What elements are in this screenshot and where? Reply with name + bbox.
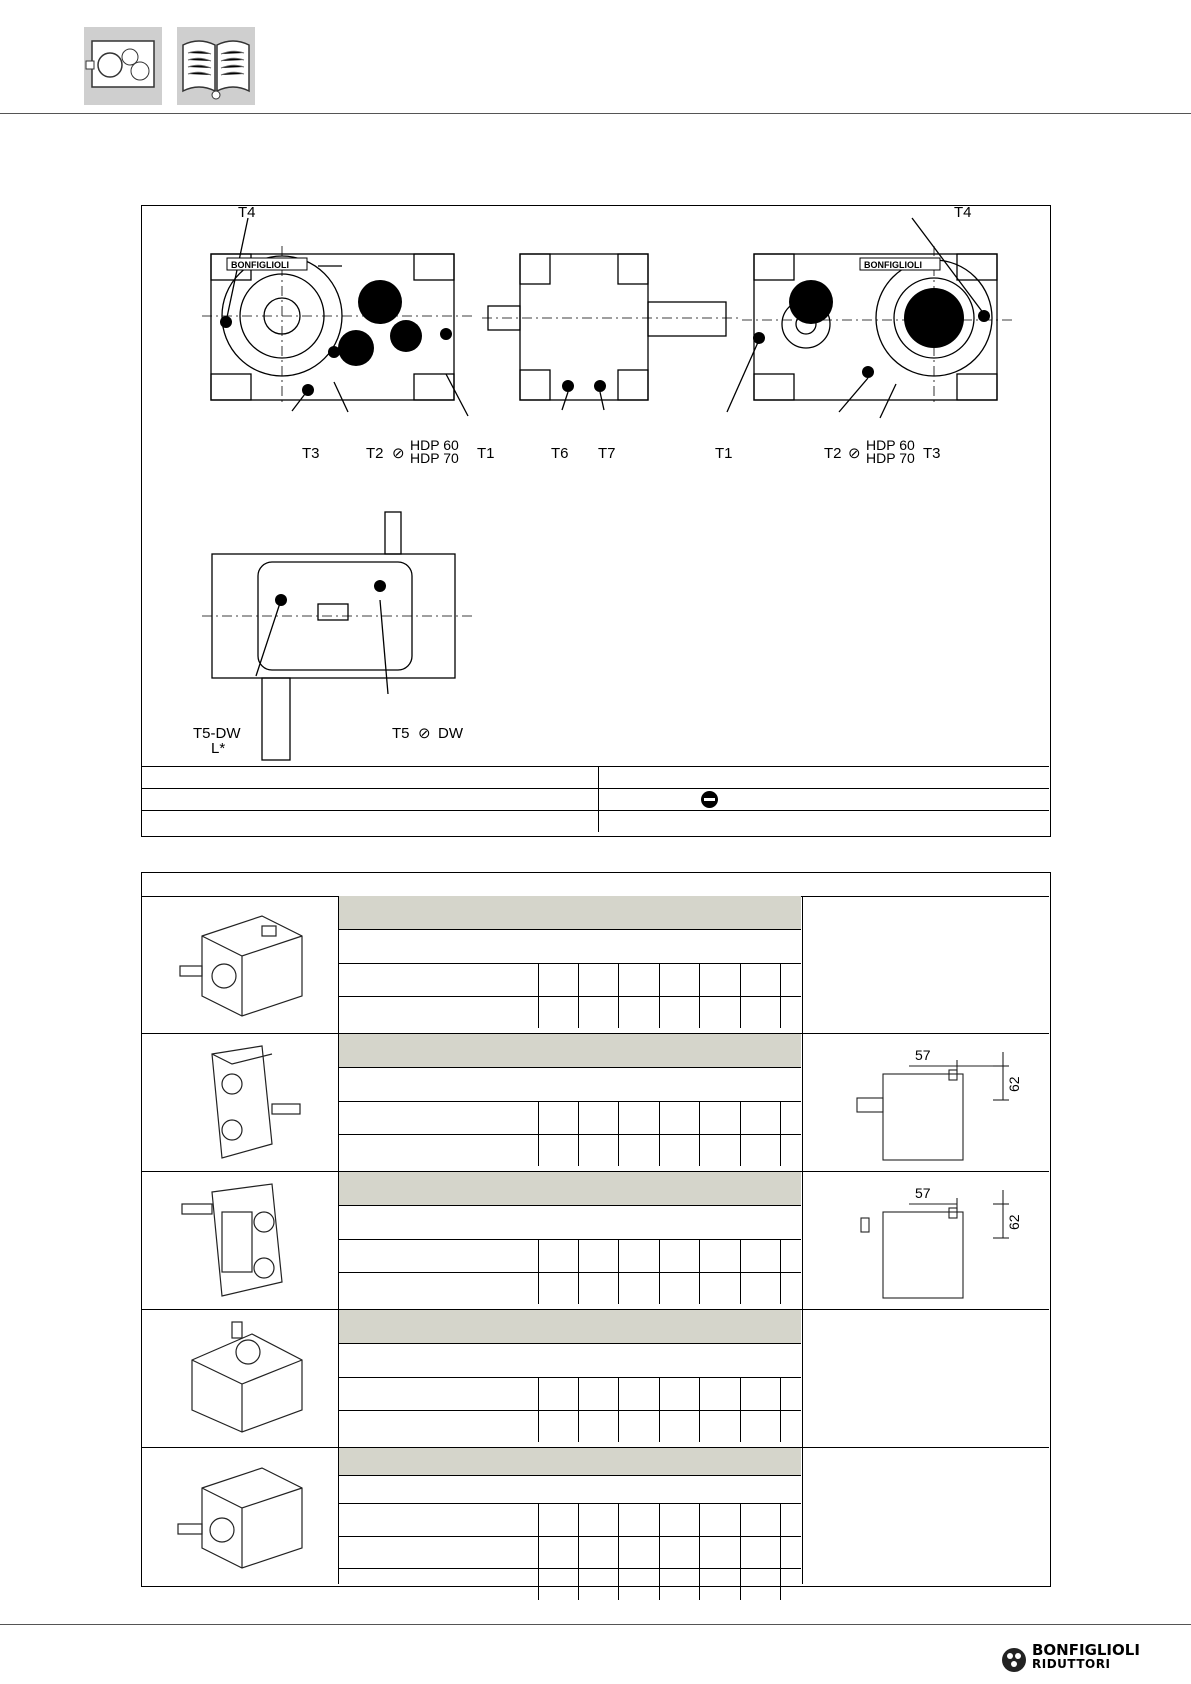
- detail-cell: [803, 896, 1049, 1033]
- label-t3-left: T3: [302, 445, 320, 462]
- label-t5: T5: [392, 725, 410, 742]
- mounting-image: [142, 1172, 339, 1309]
- drain-plug-diagram: [141, 205, 1051, 837]
- label-t4-right: T4: [954, 204, 972, 221]
- position-subrow: [339, 1068, 801, 1102]
- data-block: [339, 896, 803, 1033]
- position-band: [339, 896, 801, 930]
- mounting-image: [142, 896, 339, 1033]
- detail-cell: [803, 1034, 1049, 1171]
- dim-62: 62: [1006, 1214, 1022, 1230]
- values-grid: [339, 1240, 801, 1304]
- brand-line-2: RIDUTTORI: [1032, 1657, 1111, 1671]
- legend-row: [142, 811, 1049, 833]
- position-subrow: [339, 1206, 801, 1240]
- label-t3-right: T3: [923, 445, 941, 462]
- position-band: [339, 1448, 801, 1476]
- brand-plate-left: BONFIGLIOLI: [231, 260, 289, 270]
- table-row: [142, 1310, 1049, 1448]
- footer-rule: [0, 1624, 1191, 1625]
- table-header: [142, 873, 1049, 897]
- table-row: [142, 896, 1049, 1034]
- gearbox-thumbnail-icon: [84, 27, 162, 105]
- label-t1-left: T1: [477, 445, 495, 462]
- label-t1-right: T1: [715, 445, 733, 462]
- dim-57: 57: [915, 1185, 931, 1201]
- position-subrow: [339, 930, 801, 964]
- position-band: [339, 1034, 801, 1068]
- prohibited-icon: ⊘: [848, 445, 861, 462]
- prohibited-icon: ⊘: [418, 725, 431, 742]
- label-dw: DW: [438, 725, 463, 742]
- position-band: [339, 1310, 801, 1344]
- position-subrow: [339, 1476, 801, 1504]
- data-block: [339, 1034, 803, 1171]
- data-block: [339, 1172, 803, 1309]
- position-band: [339, 1172, 801, 1206]
- mounting-image: [142, 1310, 339, 1447]
- table-row: [142, 1172, 1049, 1310]
- data-block: [339, 1448, 803, 1584]
- label-t6: T6: [551, 445, 569, 462]
- label-hdp60-right: HDP 60: [866, 437, 915, 453]
- no-entry-icon: [701, 791, 718, 808]
- label-t2-right: T2: [824, 445, 842, 462]
- breather-dimension-drawing: [843, 1040, 1043, 1168]
- brand-line-1: BONFIGLIOLI: [1032, 1641, 1140, 1659]
- mounting-image: [142, 1034, 339, 1171]
- label-t4-left: T4: [238, 204, 256, 221]
- mounting-positions-table: [141, 872, 1051, 1587]
- data-block: [339, 1310, 803, 1447]
- breather-dimension-drawing: [843, 1178, 1043, 1306]
- label-t2-left: T2: [366, 445, 384, 462]
- dim-57: 57: [915, 1047, 931, 1063]
- label-t7: T7: [598, 445, 616, 462]
- values-grid: [339, 1378, 801, 1442]
- brand-plate-right: BONFIGLIOLI: [864, 260, 922, 270]
- position-subrow: [339, 1344, 801, 1378]
- detail-cell: [803, 1448, 1049, 1584]
- manual-book-icon: [177, 27, 255, 105]
- label-hdp70-left: HDP 70: [410, 450, 459, 466]
- table-row: [142, 1034, 1049, 1172]
- legend-table: [142, 766, 1049, 832]
- legend-row: [142, 789, 1049, 811]
- footer-brand: [1032, 1642, 1140, 1671]
- values-grid: [339, 1102, 801, 1166]
- table-row: [142, 1448, 1049, 1584]
- legend-row: [142, 767, 1049, 789]
- gearbox-views-drawing: [142, 206, 1049, 766]
- prohibited-icon: ⊘: [392, 445, 405, 462]
- label-t5dw: T5-DW: [193, 725, 241, 742]
- label-hdp70-right: HDP 70: [866, 450, 915, 466]
- label-hdp60-left: HDP 60: [410, 437, 459, 453]
- label-lstar: L*: [211, 740, 226, 757]
- values-grid: [339, 964, 801, 1028]
- header-rule: [0, 113, 1191, 114]
- mounting-image: [142, 1448, 339, 1584]
- dim-62: 62: [1006, 1076, 1022, 1092]
- detail-cell: [803, 1310, 1049, 1447]
- values-grid: [339, 1504, 801, 1600]
- detail-cell: [803, 1172, 1049, 1309]
